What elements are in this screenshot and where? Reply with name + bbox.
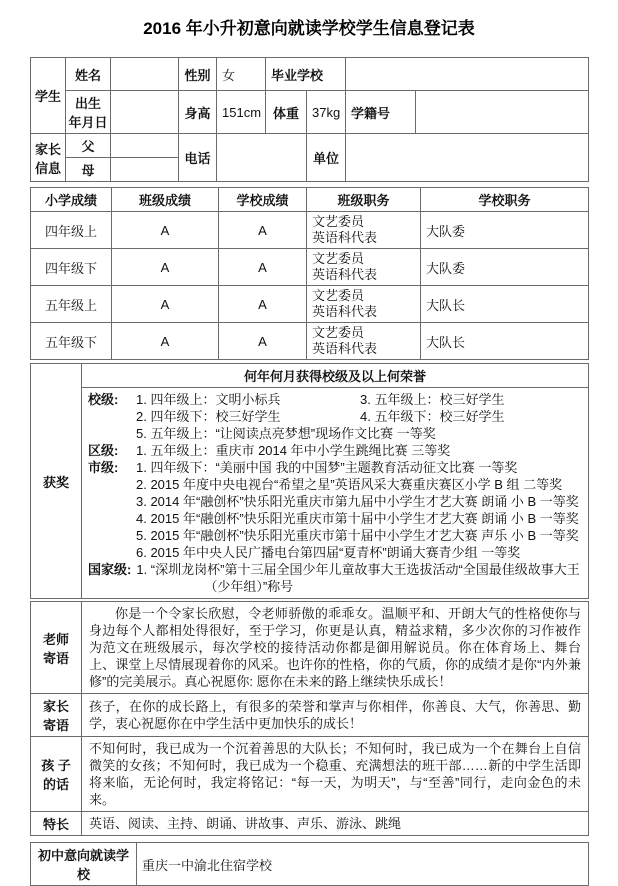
award-item: 4. 五年级下：校三好学生 [360, 409, 505, 424]
award-item: 4. 2015 年“融创杯”快乐阳光重庆市第十届中小学生才艺大赛 朗诵 小 B 一等奖 [136, 511, 579, 526]
awards-national-level [88, 561, 582, 595]
award-item: 2. 四年级下：校三好学生 [136, 409, 281, 424]
grades-header-primary: 小学成绩 [31, 188, 112, 212]
awards-list [82, 388, 589, 599]
grades-table [30, 187, 589, 360]
award-item: 1. 五年级上：重庆市 2014 年中小学生跳绳比赛 三等奖 [136, 443, 451, 458]
class-duty-value: 文艺委员 英语科代表 [307, 323, 421, 360]
school-grade-value: A [219, 249, 307, 286]
child-message-label: 孩 子 的话 [31, 737, 82, 812]
awards-school-level [88, 391, 582, 442]
class-grade-value: A [112, 286, 219, 323]
mother-value [111, 158, 179, 182]
gender-value: 女 [217, 58, 266, 91]
award-item: 1. 四年级上：文明小标兵 [136, 392, 281, 407]
weight-label: 体重 [266, 91, 307, 134]
messages-table [30, 601, 589, 836]
phone-value [217, 134, 307, 182]
term-label: 四年级上 [31, 212, 112, 249]
name-label: 姓名 [66, 58, 111, 91]
birth-date-label: 出生 年月日 [66, 91, 111, 134]
class-duty-value: 文艺委员 英语科代表 [307, 286, 421, 323]
award-level-label: 区级: [88, 443, 119, 458]
award-item: 5. 2015 年“融创杯”快乐阳光重庆市第十届中小学生才艺大赛 声乐 小 B 一等奖 [136, 528, 579, 543]
school-duty-value: 大队长 [421, 323, 589, 360]
student-id-value [416, 91, 589, 134]
grades-row [31, 249, 589, 286]
award-item: 5. 五年级上：“让阅读点亮梦想”现场作文比赛 一等奖 [136, 426, 436, 441]
award-level-label: 校级: [88, 392, 119, 407]
school-duty-value: 大队委 [421, 212, 589, 249]
award-item: 3. 五年级上：校三好学生 [360, 392, 505, 407]
name-value [111, 58, 179, 91]
graduate-school-value [346, 58, 589, 91]
work-unit-label: 单位 [307, 134, 346, 182]
parent-message-label: 家长 寄语 [31, 694, 82, 737]
target-school-label: 初中意向就读学校 [31, 843, 137, 886]
school-duty-value: 大队委 [421, 249, 589, 286]
grades-row [31, 286, 589, 323]
grades-header-class-duty: 班级职务 [307, 188, 421, 212]
award-level-label: 国家级: [88, 562, 132, 577]
specialty-label: 特长 [31, 812, 82, 836]
mother-label: 母 [66, 158, 111, 182]
weight-value: 37kg [307, 91, 346, 134]
father-label: 父 [66, 134, 111, 158]
awards-row-label: 获奖 [31, 364, 82, 599]
birth-date-value [111, 91, 179, 134]
class-duty-value: 文艺委员 英语科代表 [307, 249, 421, 286]
height-value: 151cm [217, 91, 266, 134]
awards-district-level [88, 442, 582, 459]
height-label: 身高 [179, 91, 217, 134]
target-school-value: 重庆一中渝北住宿学校 [137, 843, 589, 886]
registration-form-sheet [0, 14, 618, 882]
school-duty-value: 大队长 [421, 286, 589, 323]
awards-table [30, 363, 589, 599]
class-grade-value: A [112, 212, 219, 249]
work-unit-value [346, 134, 589, 182]
target-school-table [30, 842, 589, 886]
child-message-text: 不知何时，我已成为一个沉着善思的大队长；不知何时，我已成为一个在舞台上自信微笑的女孩；不知何时，我已成为一个稳重、充满想法的班干部……新的中学生活即将来临，无论何时，我定将铭记：“每一天，为明天”，与“至善”同行，走向金色的未来。 [82, 737, 589, 812]
award-item: 3. 2014 年“融创杯”快乐阳光重庆市第九届中小学生才艺大赛 朗诵 小 B 一等奖 [136, 494, 579, 509]
school-grade-value: A [219, 286, 307, 323]
graduate-school-label: 毕业学校 [266, 58, 346, 91]
school-grade-value: A [219, 212, 307, 249]
phone-label: 电话 [179, 134, 217, 182]
student-section-label: 学生 [31, 58, 66, 134]
gender-label: 性别 [179, 58, 217, 91]
school-grade-value: A [219, 323, 307, 360]
grades-header-school-grade: 学校成绩 [219, 188, 307, 212]
student-parent-info-table [30, 57, 589, 182]
parent-message-text: 孩子，在你的成长路上，有很多的荣誉和掌声与你相伴，你善良、大气，你善思、勤学，衷心祝愿你在中学生活中更加快乐的成长！ [82, 694, 589, 737]
term-label: 五年级下 [31, 323, 112, 360]
grades-row [31, 212, 589, 249]
award-item: 2. 2015 年度中央电视台“希望之星”英语风采大赛重庆赛区小学 B 组 二等奖 [136, 477, 563, 492]
award-level-label: 市级: [88, 460, 119, 475]
specialty-text: 英语、阅读、主持、朗诵、讲故事、声乐、游泳、跳绳 [82, 812, 589, 836]
class-grade-value: A [112, 323, 219, 360]
page-title: 2016 年小升初意向就读学校学生信息登记表 [143, 19, 475, 38]
teacher-message-label: 老师 寄语 [31, 602, 82, 694]
term-label: 五年级上 [31, 286, 112, 323]
award-item: 1. 四年级下：“美丽中国 我的中国梦”主题教育活动征文比赛 一等奖 [136, 460, 518, 475]
grades-header-school-duty: 学校职务 [421, 188, 589, 212]
awards-header: 何年何月获得校级及以上何荣誉 [82, 364, 589, 388]
awards-city-level [88, 459, 582, 561]
parent-section-label: 家长 信息 [31, 134, 66, 182]
grades-row [31, 323, 589, 360]
term-label: 四年级下 [31, 249, 112, 286]
teacher-message-text: 你是一个令家长欣慰，令老师骄傲的乖乖女。温顺平和、开朗大气的性格使你与身边每个人都相处得很好，至于学习，你更是认真，精益求精，多少次你的习作被作为范文在班级展示，每次学校的接待活动你都是御用解说员。你在体育场上、舞台上、课堂上尽情展现着你的风采。也许你的性格，你的气质，你的成绩才是你“内外兼修”的完美展示。真心祝愿你: 愿你在未来的路上继续快乐成长！ [82, 602, 589, 694]
father-value [111, 134, 179, 158]
student-id-label: 学籍号 [346, 91, 416, 134]
award-item: 1. “深圳龙岗杯”第十三届全国少年儿童故事大王选拔活动“全国最佳级故事大王（少年组）”称号 [136, 562, 580, 594]
award-item: 6. 2015 年中央人民广播电台第四届“夏青杯”朗诵大赛青少组 一等奖 [136, 545, 521, 560]
grades-header-class-grade: 班级成绩 [112, 188, 219, 212]
class-duty-value: 文艺委员 英语科代表 [307, 212, 421, 249]
class-grade-value: A [112, 249, 219, 286]
